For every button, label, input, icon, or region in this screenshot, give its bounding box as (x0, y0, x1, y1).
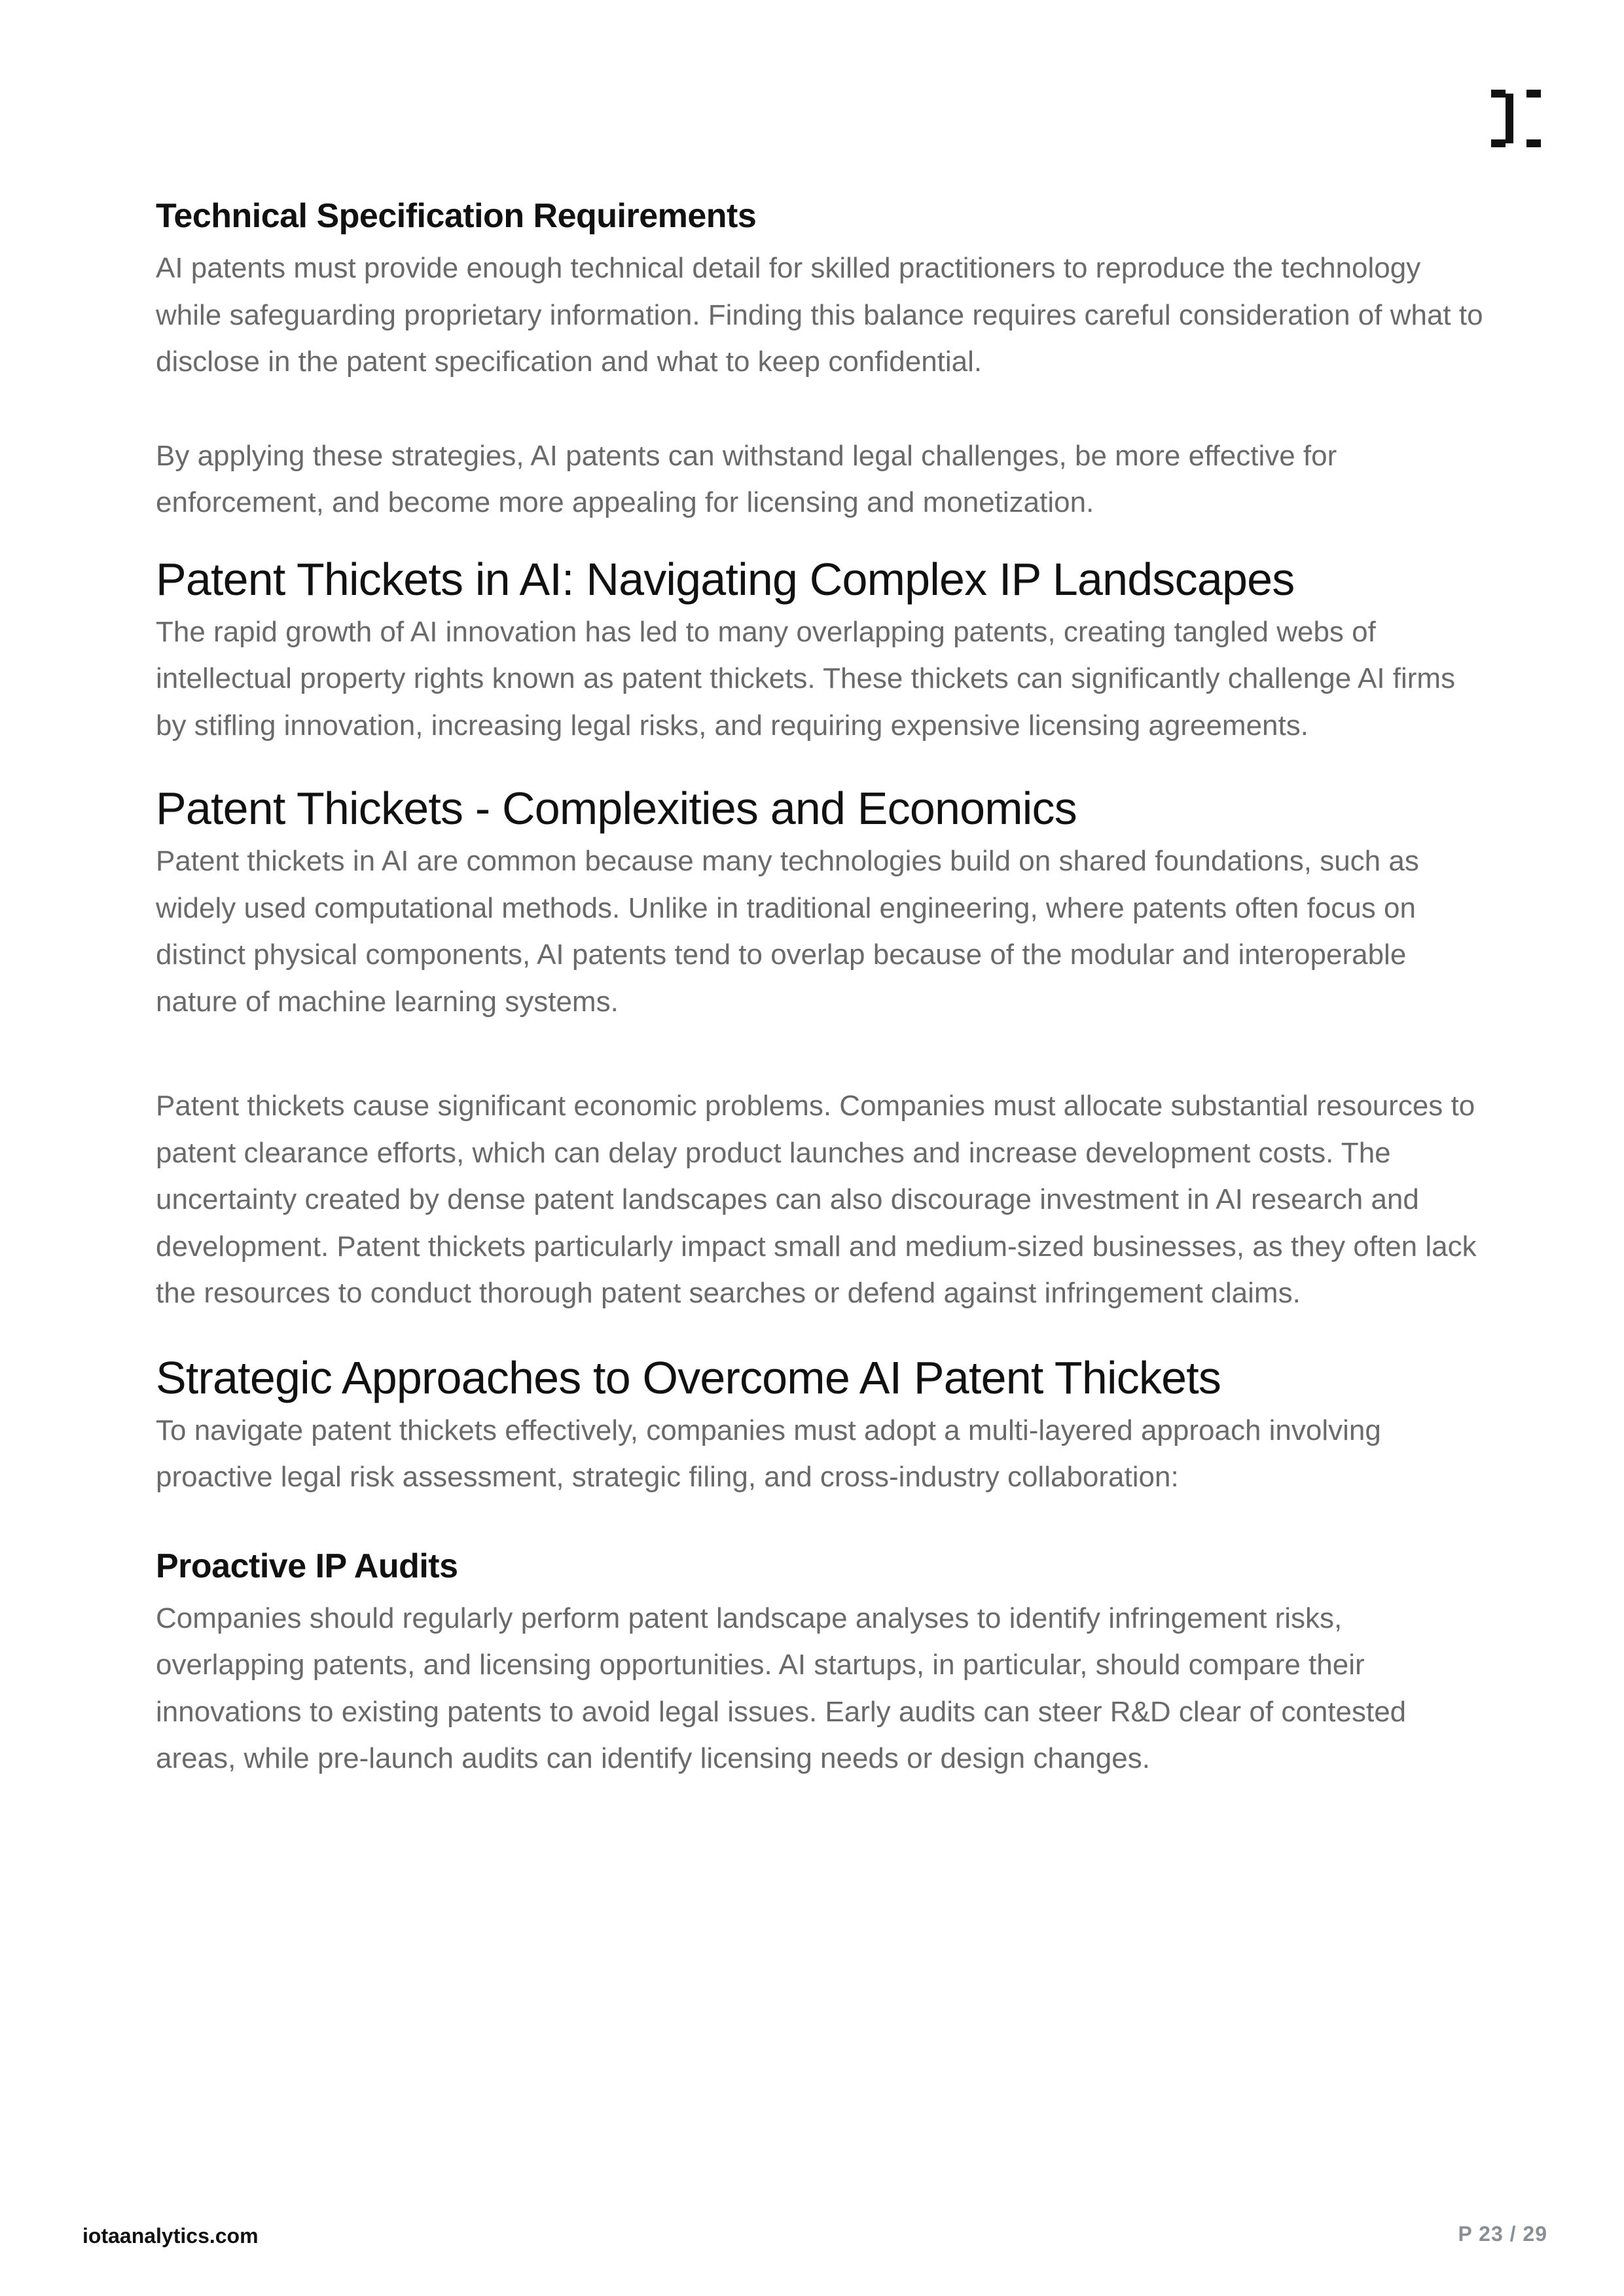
paragraph-strategic-approaches: To navigate patent thickets effectively, companies must adopt a multi-layered approach involving proactive legal risk assessment, strategic filing, and cross-industry collaboration: (156, 1414, 1381, 1493)
footer-website: iotaanalytics.com (82, 2224, 259, 2248)
iota-bracket-logo-icon (1486, 88, 1546, 149)
paragraph-patent-thickets-intro: The rapid growth of AI innovation has led to many overlapping patents, creating tangled webs of intellectual property rights known as patent thickets. These thickets can significantly challenge AI firms by stifling innovation, increasing legal risks, and requiring expensive licensing agreements. (156, 615, 1456, 742)
heading-technical-specification: Technical Specification Requirements (156, 197, 757, 235)
heading-strategic-approaches: Strategic Approaches to Overcome AI Patent Thickets (156, 1352, 1221, 1403)
footer-page-number: P 23 / 29 (1458, 2222, 1547, 2246)
page-content (156, 190, 1491, 1782)
paragraph-proactive-ip-audits: Companies should regularly perform patent landscape analyses to identify infringement risks, overlapping patents, and licensing opportunities. AI startups, in particular, should compare their innovations to existing patents to avoid legal issues. Early audits can steer R&D clear of contested areas, while pre-launch audits can identify licensing needs or design changes. (156, 1602, 1407, 1774)
paragraph-complexities: Patent thickets in AI are common because many technologies build on shared foundations, such as widely used computational methods. Unlike in traditional engineering, where patents often focus on distinct physical components, AI patents tend to overlap because of the modular and interoperable nature of machine learning systems. (156, 845, 1419, 1018)
heading-proactive-ip-audits: Proactive IP Audits (156, 1547, 458, 1585)
paragraph-economic-problems: Patent thickets cause significant economic problems. Companies must allocate substantial resources to patent clearance efforts, which can delay product launches and increase development costs. The uncertainty created by dense patent landscapes can also discourage investment in AI research and development. Patent thickets particularly impact small and medium-sized businesses, as they often lack the resources to conduct thorough patent searches or defend against infringement claims. (156, 1090, 1477, 1309)
heading-complexities-economics: Patent Thickets - Complexities and Economics (156, 783, 1077, 834)
paragraph-strategies-summary: By applying these strategies, AI patents can withstand legal challenges, be more effective for enforcement, and become more appealing for licensing and monetization. (156, 439, 1337, 518)
paragraph-technical-specification: AI patents must provide enough technical detail for skilled practitioners to reproduce the technology while safeguarding proprietary information. Finding this balance requires careful consideration of what to disclose in the patent specification and what to keep confidential. (156, 252, 1483, 378)
heading-patent-thickets-in-ai: Patent Thickets in AI: Navigating Complex IP Landscapes (156, 553, 1295, 605)
